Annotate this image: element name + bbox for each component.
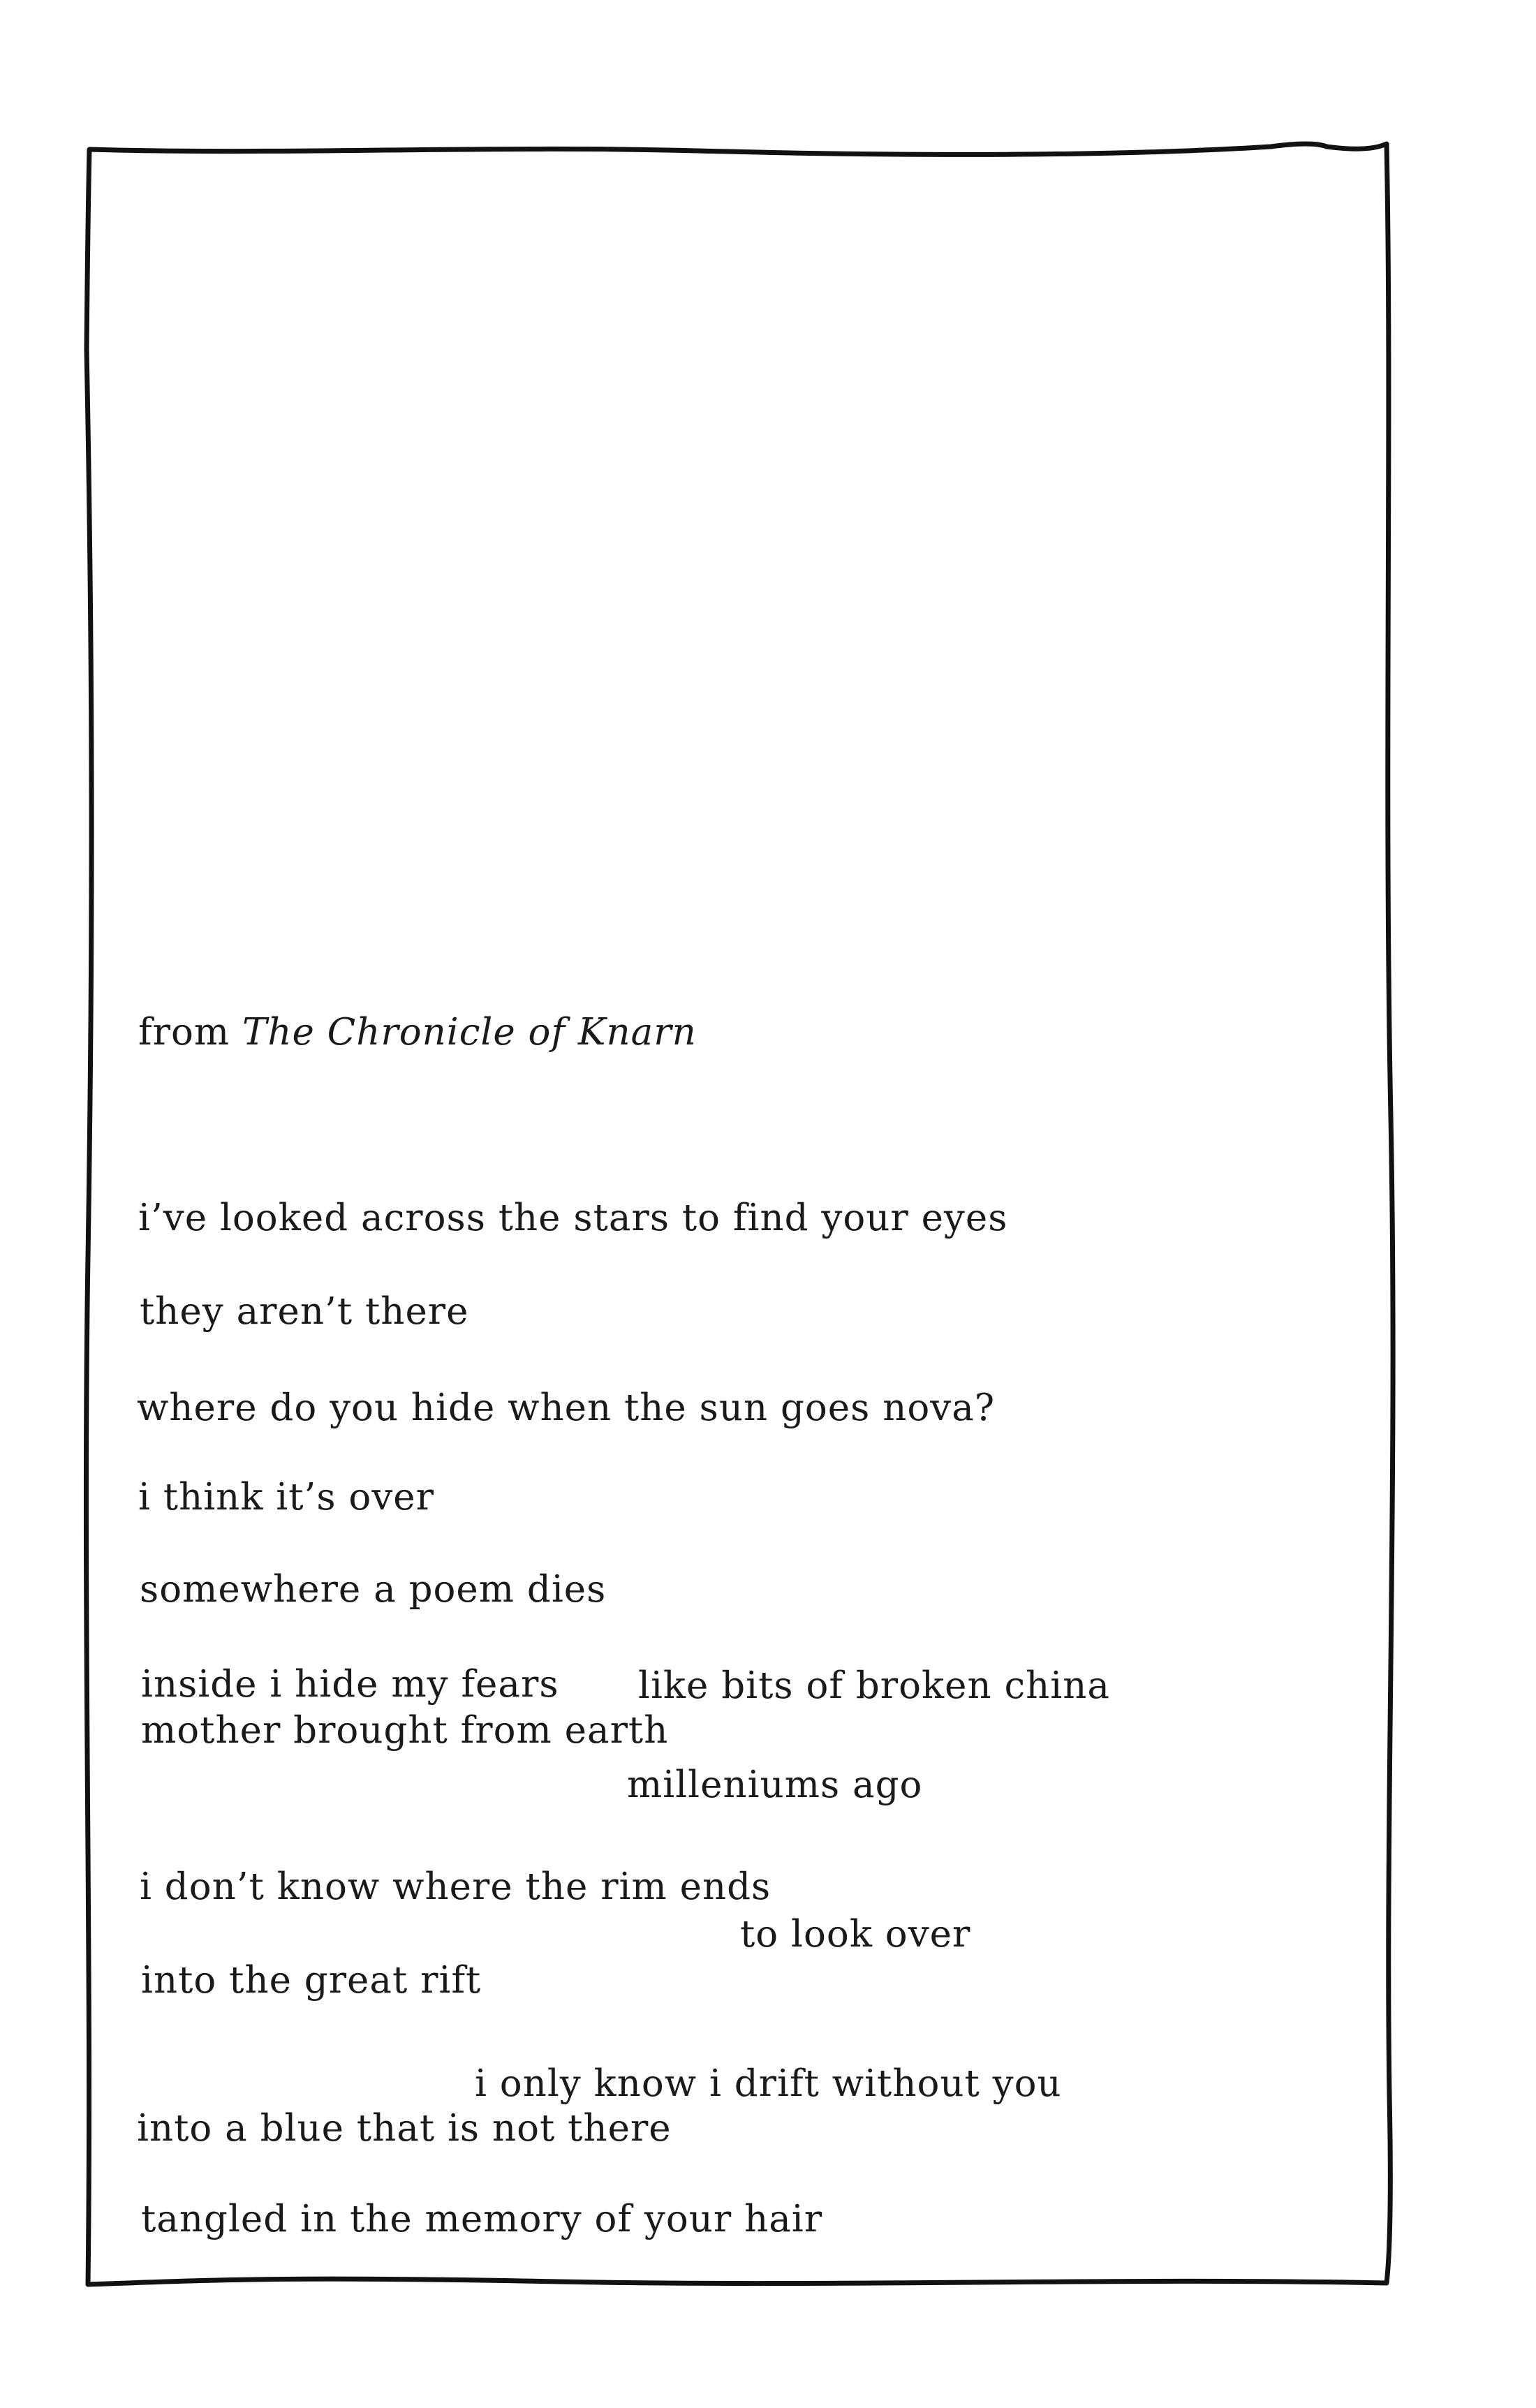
poem-heading [138,1011,697,1054]
poem-line: somewhere a poem dies [140,1568,607,1611]
heading-prefix: from [138,1011,230,1054]
poem-line: mother brought from earth [141,1709,669,1752]
poem-line: i’ve looked across the stars to find your eyes [138,1197,1008,1239]
poem-line: tangled in the memory of your hair [141,2198,823,2240]
poem-line: i think it’s over [138,1476,434,1519]
poem-line: i don’t know where the rim ends [140,1866,771,1908]
poem-line: they aren’t there [140,1290,469,1333]
poem-line: into a blue that is not there [137,2107,672,2150]
poem-line: to look over [740,1913,971,1956]
book-title: The Chronicle of Knarn [242,1011,697,1054]
poem-line: where do you hide when the sun goes nova? [137,1387,996,1429]
poem-line: i only know i drift without you [475,2062,1062,2105]
poem-line: into the great rift [141,1959,482,2002]
poem-line: milleniums ago [627,1764,923,1806]
poem-line: inside i hide my fears [141,1663,559,1706]
poem-line: like bits of broken china [638,1664,1110,1707]
